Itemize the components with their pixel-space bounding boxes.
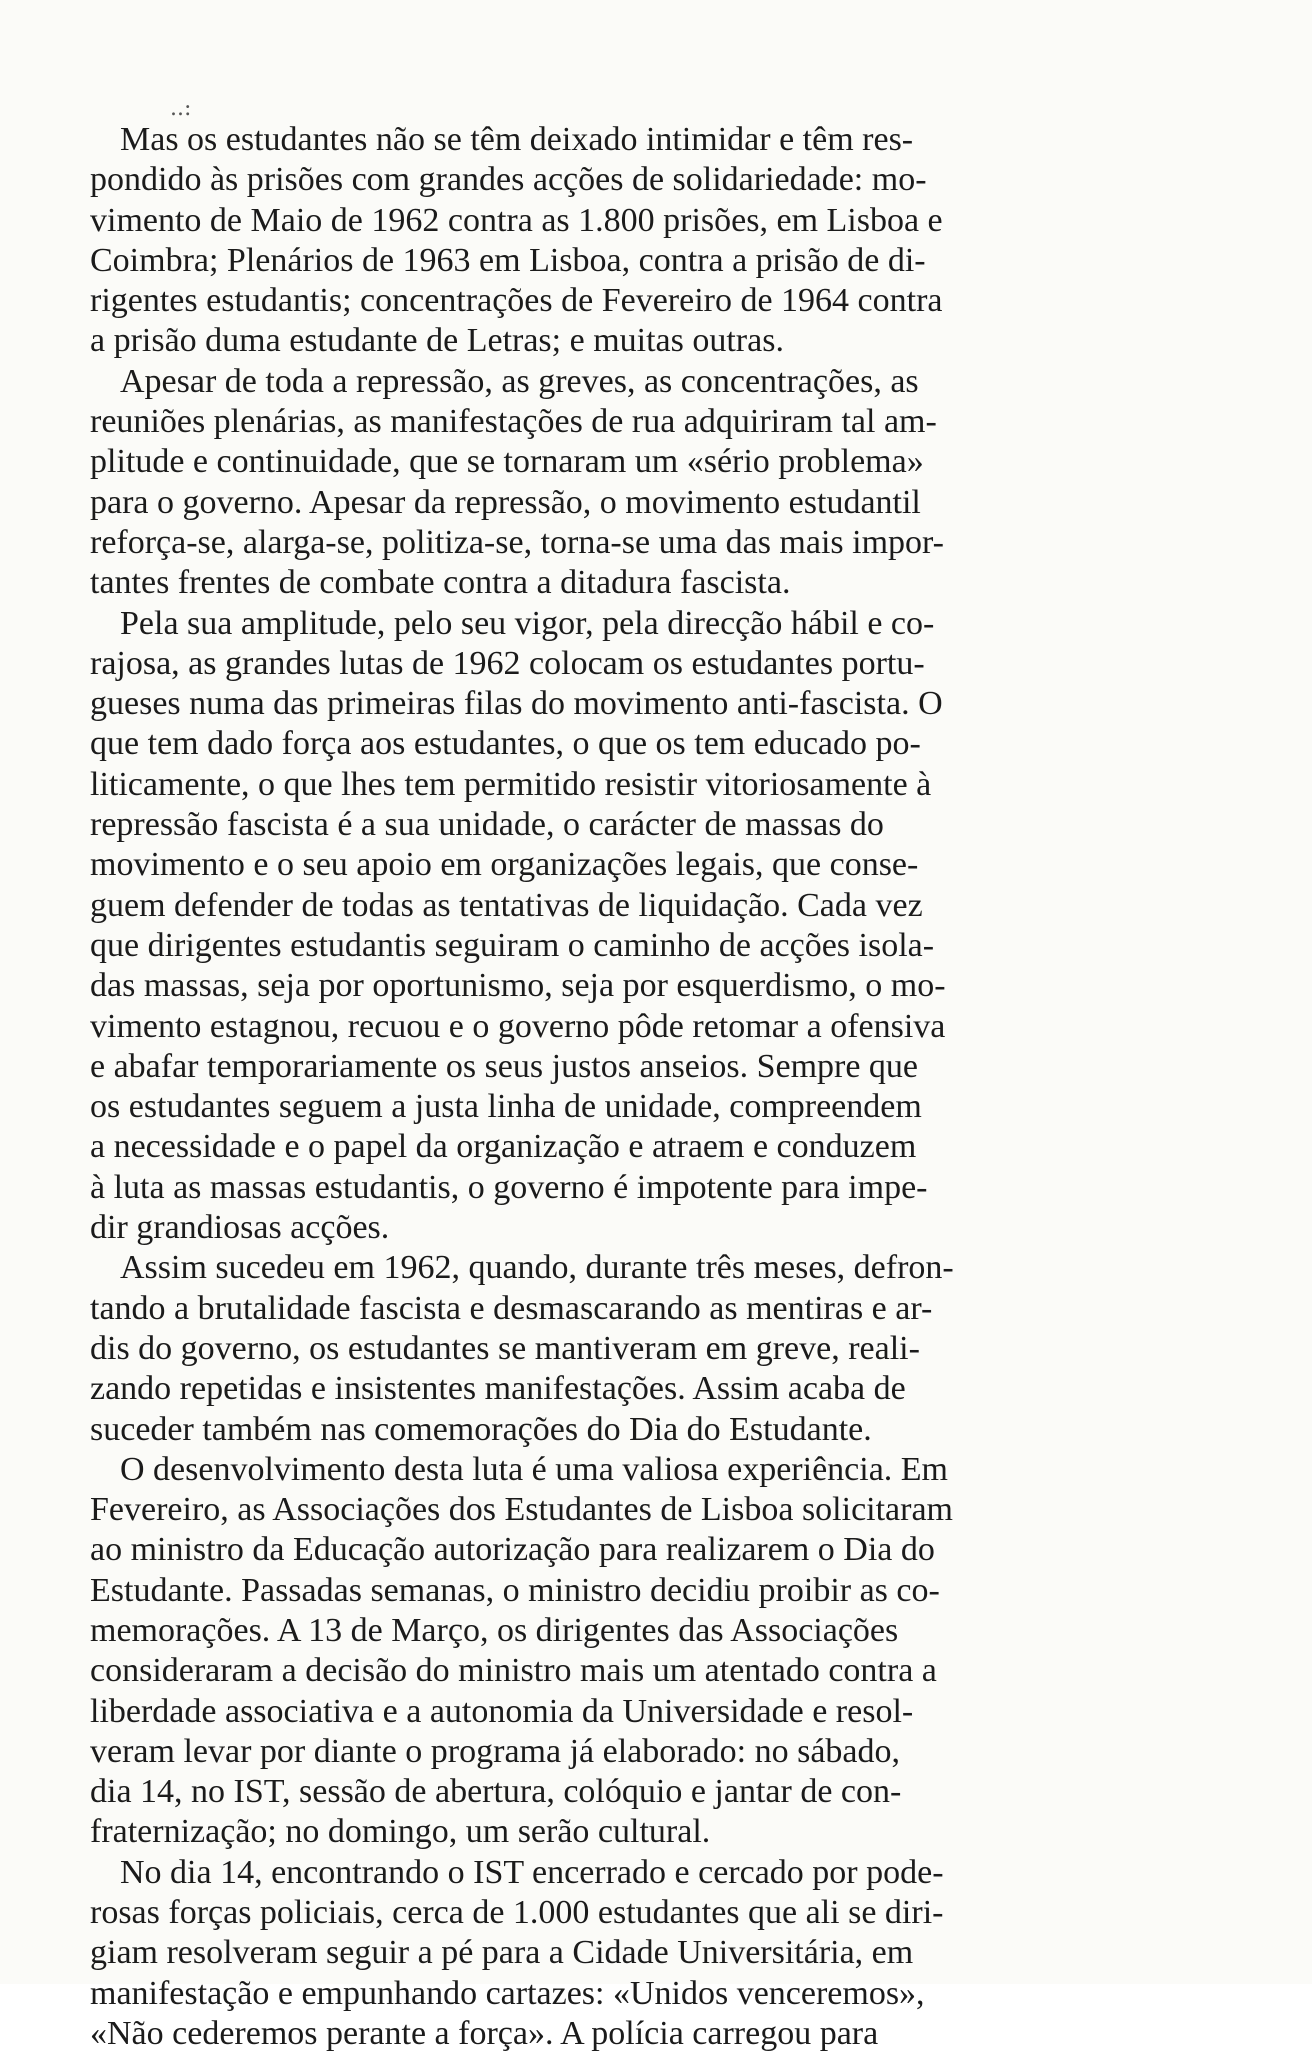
text-line: memorações. A 13 de Março, os dirigentes das Associações [90,1611,899,1649]
paragraph-p2 [90,362,1150,604]
text-line: guem defender de todas as tentativas de liquidação. Cada vez [90,886,923,924]
text-line: Apesar de toda a repressão, as greves, as concentrações, as [120,362,919,400]
text-line: das massas, seja por oportunismo, seja por esquerdismo, o mo- [90,967,946,1005]
text-line: liticamente, o que lhes tem permitido resistir vitoriosamente à [90,765,932,803]
paragraph-p3 [90,604,1150,1249]
text-line: à luta as massas estudantis, o governo é impotente para impe- [90,1168,928,1206]
text-line: que dirigentes estudantis seguiram o caminho de acções isola- [90,926,935,964]
text-line: repressão fascista é a sua unidade, o carácter de massas do [90,806,884,844]
text-line: vimento de Maio de 1962 contra as 1.800 prisões, em Lisboa e [90,201,943,239]
paragraph-p1 [90,120,1150,362]
text-line: Assim sucedeu em 1962, quando, durante três meses, defron- [120,1249,954,1287]
text-line: plitude e continuidade, que se tornaram um «sério problema» [90,443,924,481]
text-line: reforça-se, alarga-se, politiza-se, torna-se uma das mais impor- [90,523,945,561]
text-line: fraternização; no domingo, um serão cultural. [90,1813,711,1851]
paragraph-p4 [90,1248,1150,1449]
text-line: rosas forças policiais, cerca de 1.000 estudantes que ali se diri- [90,1894,944,1932]
text-line: No dia 14, encontrando o IST encerrado e cercado por pode- [120,1853,944,1891]
text-line: Pela sua amplitude, pelo seu vigor, pela direcção hábil e co- [120,604,935,642]
text-line: que tem dado força aos estudantes, o que os tem educado po- [90,725,921,763]
text-line: e abafar temporariamente os seus justos anseios. Sempre que [90,1047,919,1085]
text-line: dir grandiosas acções. [90,1209,390,1247]
text-line: gueses numa das primeiras filas do movimento anti-fascista. O [90,685,943,723]
text-line: giam resolveram seguir a pé para a Cidade Universitária, em [90,1934,914,1972]
text-line: para o governo. Apesar da repressão, o movimento estudantil [90,483,921,521]
text-line: zando repetidas e insistentes manifestações. Assim acaba de [90,1370,906,1408]
text-line: Coimbra; Plenários de 1963 em Lisboa, contra a prisão de di- [90,241,926,279]
text-line: vimento estagnou, recuou e o governo pôde retomar a ofensiva [90,1007,946,1045]
text-line: «Não cederemos perante a força». A polícia carregou para [90,2014,879,2052]
text-line: Fevereiro, as Associações dos Estudantes de Lisboa solicitaram [90,1491,953,1529]
text-line: O desenvolvimento desta luta é uma valiosa experiência. Em [120,1450,949,1488]
text-line: tantes frentes de combate contra a ditadura fascista. [90,564,791,602]
text-line: dia 14, no IST, sessão de abertura, colóquio e jantar de con- [90,1773,902,1811]
text-line: suceder também nas comemorações do Dia do Estudante. [90,1410,872,1448]
text-line: manifestação e empunhando cartazes: «Unidos venceremos», [90,1974,925,2012]
text-line: veram levar por diante o programa já elaborado: no sábado, [90,1732,901,1770]
text-line: a prisão duma estudante de Letras; e muitas outras. [90,322,784,360]
corner-mark: ..: [170,96,192,121]
text-line: dis do governo, os estudantes se mantiveram em greve, reali- [90,1329,920,1367]
text-line: ao ministro da Educação autorização para realizarem o Dia do [90,1531,935,1569]
text-line: rigentes estudantis; concentrações de Fevereiro de 1964 contra [90,282,943,320]
body-text [90,120,1150,2054]
text-line: consideraram a decisão do ministro mais um atentado contra a [90,1652,937,1690]
text-line: Estudante. Passadas semanas, o ministro decidiu proibir as co- [90,1571,940,1609]
text-line: Mas os estudantes não se têm deixado intimidar e têm res- [120,121,914,158]
paragraph-p5 [90,1450,1150,1853]
text-line: tando a brutalidade fascista e desmascarando as mentiras e ar- [90,1289,933,1327]
text-line: os estudantes seguem a justa linha de unidade, compreendem [90,1088,922,1126]
text-line: pondido às prisões com grandes acções de solidariedade: mo- [90,161,927,199]
text-line: liberdade associativa e a autonomia da Universidade e resol- [90,1692,914,1730]
text-line: rajosa, as grandes lutas de 1962 colocam os estudantes portu- [90,644,925,682]
paragraph-p6 [90,1853,1150,2054]
text-line: reuniões plenárias, as manifestações de rua adquiriram tal am- [90,403,937,441]
text-line: movimento e o seu apoio em organizações legais, que conse- [90,846,919,884]
text-line: a necessidade e o papel da organização e atraem e conduzem [90,1128,917,1166]
